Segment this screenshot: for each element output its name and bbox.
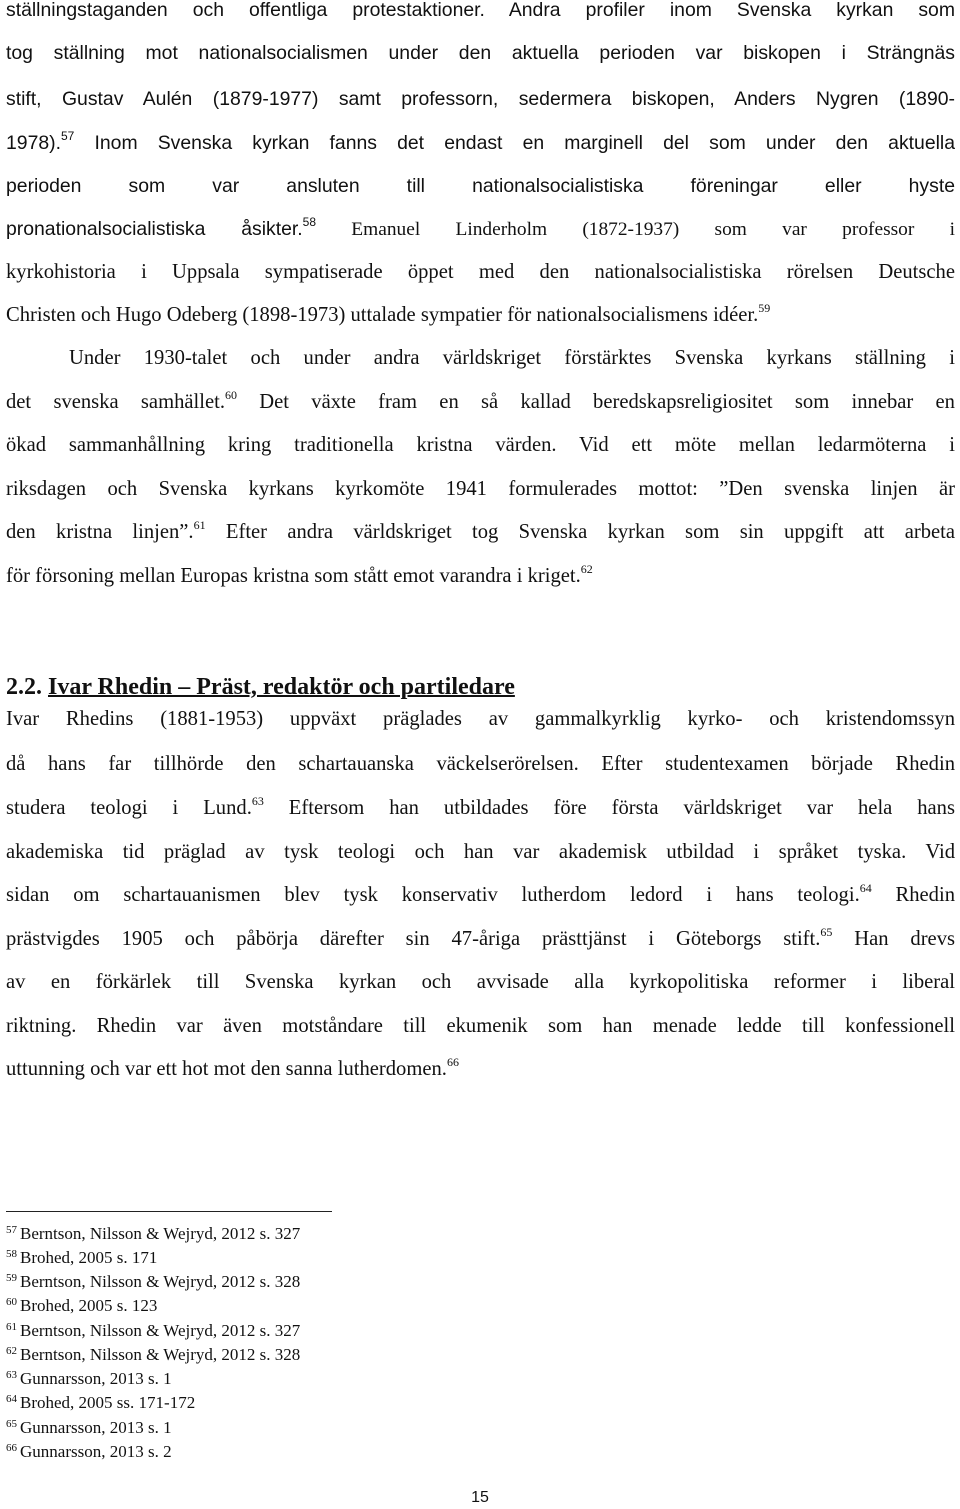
footnote-ref: 64 xyxy=(859,882,872,895)
body-text-line: uttunning och var ett hot mot den sanna lutherdomen.$^{66}$ xyxy=(6,1056,459,1080)
body-text-line: riksdagen och Svenska kyrkans kyrkomöte 1941 formulerades mottot: ”Den svenska linjen är xyxy=(6,478,955,500)
body-text-line: ställningstaganden och offentliga protestaktioner. Andra profiler inom Svenska kyrkan som xyxy=(6,0,955,21)
body-text-line: studera teologi i Lund.$^{63}$ Eftersom han utbildades före första världskriget var hela hans xyxy=(6,795,955,819)
section-number: 2.2. xyxy=(6,674,42,700)
footnote-ref: 57 xyxy=(60,130,75,143)
footnote: $^{66}$ Gunnarsson, 2013 s. 2 xyxy=(6,1442,172,1461)
body-text-line: Ivar Rhedins (1881-1953) uppväxt präglades av gammalkyrklig kyrko- och kristendomssyn xyxy=(6,708,955,730)
body-text-line: perioden som var ansluten till nationalsocialistiska föreningar eller hyste xyxy=(6,175,955,197)
footnote-ref: 61 xyxy=(193,519,206,532)
footnote: $^{62}$ Berntson, Nilsson & Wejryd, 2012 s. 328 xyxy=(6,1345,301,1364)
section-title: Ivar Rhedin – Präst, redaktör och partiledare xyxy=(48,674,515,700)
footnote: $^{61}$ Berntson, Nilsson & Wejryd, 2012 s. 327 xyxy=(6,1321,301,1340)
body-text-line: sidan om schartauanismen blev tysk konservativ lutherdom ledord i hans teologi.$^{64}$ Rhedin xyxy=(6,882,955,906)
footnote-ref: 58 xyxy=(302,216,317,229)
body-text-line: den kristna linjen”.$^{61}$ Efter andra världskriget tog Svenska kyrkan som sin uppgift att arbeta xyxy=(6,519,955,543)
body-text-line: akademiska tid präglad av tysk teologi och han var akademisk utbildad i språket tyska. Vid xyxy=(6,841,955,863)
body-text-line: riktning. Rhedin var även motståndare till ekumenik som han menade ledde till konfessionell xyxy=(6,1015,955,1037)
footnote: $^{64}$ Brohed, 2005 ss. 171-172 xyxy=(6,1393,196,1412)
body-text-line: ökad sammanhållning kring traditionella kristna värden. Vid ett möte mellan ledarmöterna i xyxy=(6,434,955,456)
body-text-line: det svenska samhället.$^{60}$ Det växte fram en så kallad beredskapsreligiositet som innebar en xyxy=(6,389,955,413)
footnote-ref: 66 xyxy=(446,1056,459,1069)
footnote-ref: 59 xyxy=(758,302,771,315)
footnote-ref: 60 xyxy=(224,389,237,402)
body-text-line: pronationalsocialistiska åsikter.$^{58}$ Emanuel Linderholm (1872-1937) som var professor i xyxy=(6,216,955,240)
page-number: 15 xyxy=(471,1489,489,1506)
footnote: $^{60}$ Brohed, 2005 s. 123 xyxy=(6,1296,158,1315)
body-text-line: kyrkohistoria i Uppsala sympatiserade öppet med den nationalsocialistiska rörelsen Deutsche xyxy=(6,261,955,283)
body-text-line: Under 1930-talet och under andra världskriget förstärktes Svenska kyrkans ställning i xyxy=(69,347,955,369)
footnote-ref: 63 xyxy=(251,795,264,808)
footnote: $^{63}$ Gunnarsson, 2013 s. 1 xyxy=(6,1369,172,1388)
body-text-line: av en förkärlek till Svenska kyrkan och avvisade alla kyrkopolitiska reformer i liberal xyxy=(6,971,955,993)
section-heading xyxy=(6,672,515,702)
footnote: $^{58}$ Brohed, 2005 s. 171 xyxy=(6,1248,158,1267)
body-text-line: då hans far tillhörde den schartauanska väckelserörelsen. Efter studentexamen började Rhedin xyxy=(6,753,955,775)
footnote-separator xyxy=(6,1211,332,1212)
body-text-line: för försoning mellan Europas kristna som stått emot varandra i kriget.$^{62}$ xyxy=(6,563,593,587)
body-text-line: tog ställning mot nationalsocialismen under den aktuella perioden var biskopen i Strängnäs xyxy=(6,42,955,64)
footnote: $^{65}$ Gunnarsson, 2013 s. 1 xyxy=(6,1418,172,1437)
footnote-ref: 65 xyxy=(820,926,833,939)
footnote: $^{59}$ Berntson, Nilsson & Wejryd, 2012 s. 328 xyxy=(6,1272,301,1291)
body-text-line: stift, Gustav Aulén (1879-1977) samt professorn, sedermera biskopen, Anders Nygren (1890- xyxy=(6,88,955,110)
body-text-line: prästvigdes 1905 och påbörja därefter sin 47-åriga prästtjänst i Göteborgs stift.$^{65}$ Han drevs xyxy=(6,926,955,950)
footnote-ref: 62 xyxy=(580,563,593,576)
body-text-line: 1978).$^{57}$ Inom Svenska kyrkan fanns det endast en marginell del som under den aktuella xyxy=(6,130,955,154)
footnote: $^{57}$ Berntson, Nilsson & Wejryd, 2012 s. 327 xyxy=(6,1224,301,1243)
body-text-line: Christen och Hugo Odeberg (1898-1973) uttalade sympatier för nationalsocialismens idéer.$^{59}$ xyxy=(6,302,771,326)
